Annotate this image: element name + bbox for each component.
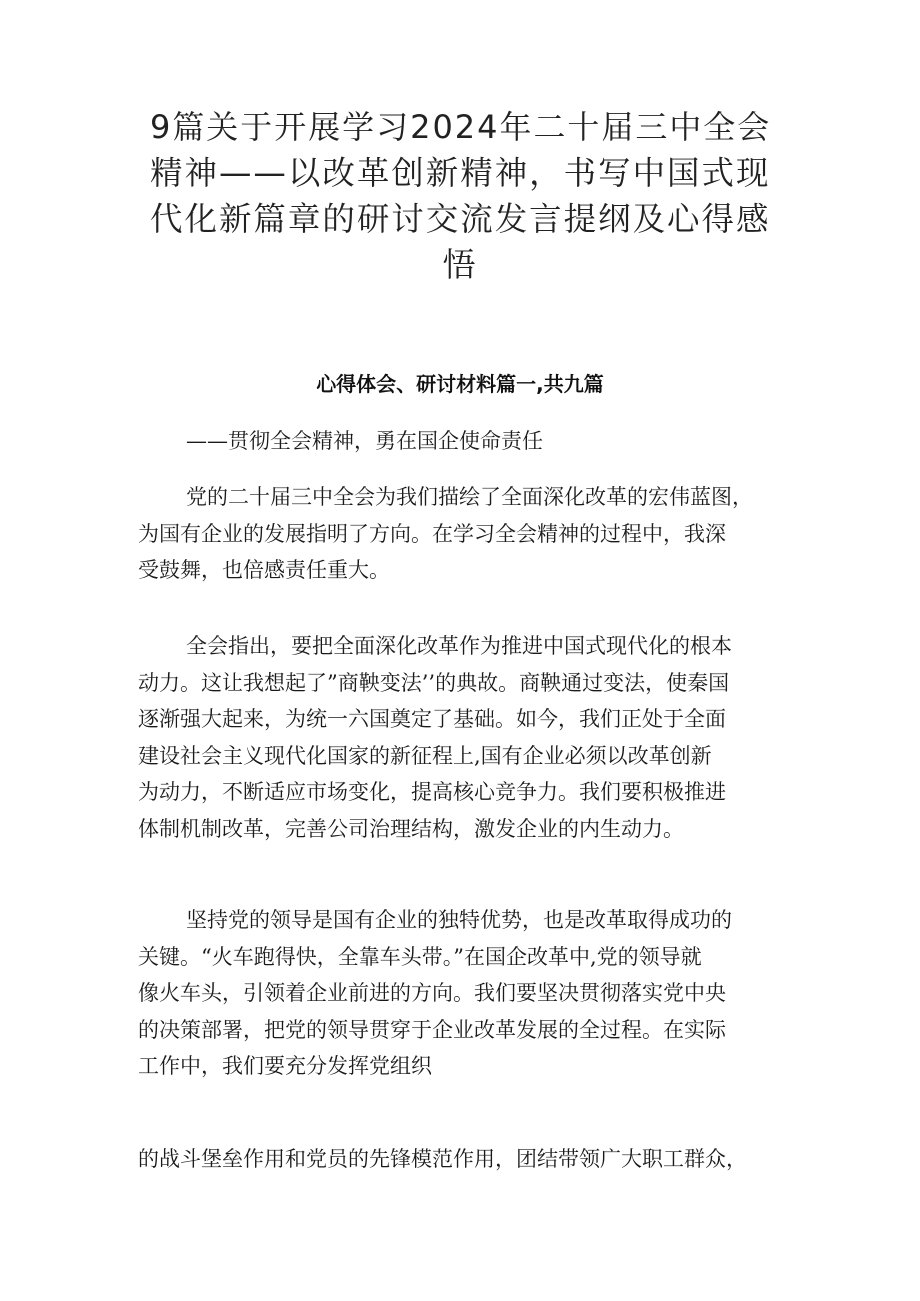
paragraph-line: 坚持党的领导是国有企业的独特优势，也是改革取得成功的	[186, 908, 732, 932]
paragraph-line: 受鼓舞，也倍感责任重大。	[138, 558, 390, 583]
paragraph-line: 工作中，我们要充分发挥党组织	[138, 1054, 432, 1079]
paragraph-2	[138, 628, 798, 848]
paragraph-line: 动力。这让我想起了”商鞅变法’’的典故。商鞅通过变法，使秦国	[138, 670, 730, 695]
paragraph-4	[138, 1141, 798, 1178]
paragraph-line: 建设社会主义现代化国家的新征程上,国有企业必须以改革创新	[138, 743, 712, 768]
paragraph-line: 全会指出，要把全面深化改革作为推进中国式现代化的根本	[186, 634, 732, 658]
paragraph-line: 党的二十届三中全会为我们描绘了全面深化改革的宏伟蓝图，	[186, 485, 753, 509]
paragraph-line: 体制机制改革，完善公司治理结构，激发企业的内生动力。	[138, 816, 684, 841]
document-title	[150, 104, 770, 288]
paragraph-line: 的战斗堡垒作用和党员的先锋模范作用，团结带领广大职工群众，	[138, 1147, 747, 1171]
title-line: 9篇关于开展学习2024年二十届三中全会	[150, 108, 772, 146]
paragraph-3	[138, 902, 798, 1085]
paragraph-line: 逐渐强大起来，为统一六国奠定了基础。如今，我们正处于全面	[138, 707, 726, 732]
paragraph-line: 为国有企业的发展指明了方向。在学习全会精神的过程中，我深	[138, 521, 726, 546]
title-line: 精神——以改革创新精神，书写中国式现	[150, 154, 771, 192]
title-line: 代化新篇章的研讨交流发言提纲及心得感	[150, 200, 771, 238]
section-heading: 心得体会、研讨材料篇一,共九篇	[316, 372, 604, 396]
section-subheading-block	[138, 423, 798, 460]
section-subheading: ——贯彻全会精神，勇在国企使命责任	[186, 429, 543, 453]
paragraph-line: 的决策部署，把党的领导贯穿于企业改革发展的全过程。在实际	[138, 1017, 726, 1042]
paragraph-line: 为动力，不断适应市场变化，提高核心竞争力。我们要积极推进	[138, 780, 726, 805]
title-line: 悟	[442, 245, 478, 284]
paragraph-1	[138, 479, 798, 589]
paragraph-line: 像火车头，引领着企业前进的方向。我们要坚决贯彻落实党中央	[138, 981, 726, 1006]
paragraph-line: 关键。“火车跑得快，全靠车头带。”在国企改革中,党的领导就	[138, 944, 702, 969]
